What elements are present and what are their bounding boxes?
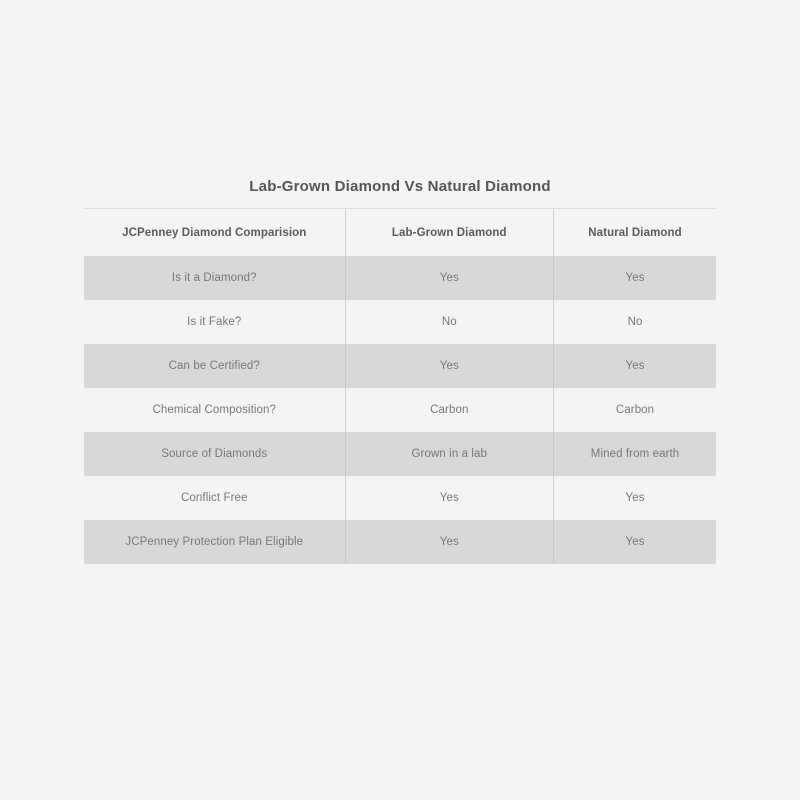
table-header-row: [84, 209, 716, 256]
row-lab-grown-value: Yes: [345, 520, 554, 564]
table-row: [84, 476, 716, 520]
table-row: [84, 520, 716, 564]
row-feature: Chemical Composition?: [152, 404, 277, 416]
row-natural-value: Yes: [554, 520, 716, 564]
row-feature: Conflict Free: [181, 492, 248, 504]
row-natural-value: Yes: [554, 344, 716, 388]
comparison-table-container: [84, 178, 716, 564]
column-header-feature: JCPenney Diamond Comparision: [122, 227, 307, 239]
row-feature: Is it a Diamond?: [84, 256, 345, 300]
row-feature: Source of Diamonds: [84, 432, 345, 476]
row-feature: Is it Fake?: [187, 316, 242, 328]
row-lab-grown-value: Yes: [345, 476, 554, 520]
table-body: [84, 256, 716, 564]
page-title: Lab-Grown Diamond Vs Natural Diamond: [84, 178, 716, 209]
row-feature: Can be Certified?: [84, 344, 345, 388]
row-natural-value: No: [554, 300, 716, 344]
diamond-comparison-table: [84, 209, 716, 564]
row-natural-value: Carbon: [554, 388, 716, 432]
row-lab-grown-value: Yes: [345, 344, 554, 388]
row-feature: JCPenney Protection Plan Eligible: [84, 520, 345, 564]
table-row: [84, 300, 716, 344]
column-header-lab-grown: Lab-Grown Diamond: [345, 209, 554, 256]
row-lab-grown-value: No: [345, 300, 554, 344]
row-lab-grown-value: Grown in a lab: [345, 432, 554, 476]
table-row: [84, 432, 716, 476]
row-lab-grown-value: Yes: [345, 256, 554, 300]
table-row: [84, 388, 716, 432]
row-natural-value: Yes: [554, 256, 716, 300]
row-natural-value: Yes: [554, 476, 716, 520]
row-lab-grown-value: Carbon: [345, 388, 554, 432]
column-header-natural: Natural Diamond: [554, 209, 716, 256]
row-natural-value: Mined from earth: [554, 432, 716, 476]
table-row: [84, 344, 716, 388]
table-header: [84, 209, 716, 256]
table-row: [84, 256, 716, 300]
